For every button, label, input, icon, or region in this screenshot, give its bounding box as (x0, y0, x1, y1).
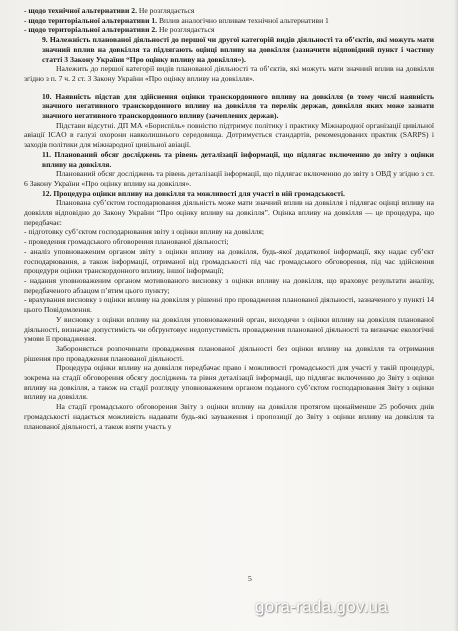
bullet-label: - щодо територіальної альтернативи 2. (24, 25, 158, 35)
section-10-text: Підстави відсутні. ДП МА «Бориспіль» повністю підтримує політику і практику Міжнародної організації цивільної авіації ICAO в галузі охорони навколишнього середовища. Дотримується стандартів, рекомендованих практик (SARPS) і заходів політики для міжнародної цивільної авіації. (24, 120, 434, 150)
section-9-heading: 9. Належність планованої діяльності до першої чи другої категорій видів діяльності та об’єктів, які можуть мати значний вплив на довкілля та підлягають оцінці впливу на довкілля (зазначити відповідний пункт і частину статті 3 Закону України “Про оцінку впливу на довкілля»). (42, 35, 434, 64)
section-12-public-rights: Процедура оцінки впливу на довкілля передбачає право і можливості громадськості для участі у такій процедурі, зокрема на стадії обговорення обсягу досліджень та рівня деталізації інформації, що підлягає включенню до Звіту з оцінки впливу на довкілля, а також на стадії розгляду уповноваженим органом поданого суб’єктом господарювання Звіту з оцінки впливу на довкілля. (24, 363, 434, 402)
section-10-heading: 10. Наявність підстав для здійснення оцінки транскордонного впливу на довкілля (в тому числі наявність значного негативного транскордонного впливу на довкілля та перелік держав, довкілля яких може зазнати значного негативного транскордонного впливу (зачеплених держав). (42, 91, 434, 121)
procedure-item: - аналіз уповноваженим органом звіту з оцінки впливу на довкілля, будь-якої додаткової інформації, яку надає суб’єкт господарювання, а також інформації, отриманої від громадськості під час громадського обговорення, під час здійснення процедури оцінки транскордонного впливу, іншої інформації; (24, 246, 434, 276)
bullet-text: Не розглядається (136, 6, 195, 15)
bullet-territorial-alt-2 (24, 25, 434, 35)
procedure-item: - проведення громадського обговорення планованої діяльності; (24, 237, 229, 247)
page-edge-shadow (454, 0, 458, 631)
section-11-heading: 11. Планований обсяг досліджень та рівень деталізації інформації, що підлягає включенню до звіту з оцінки впливу на довкілля. (42, 149, 434, 169)
procedure-item: - підготовку суб’єктом господарювання звіту з оцінки впливу на довкілля; (24, 227, 265, 237)
procedure-item: - врахування висновку з оцінки впливу на довкілля у рішенні про провадження планованої діяльності, зазначеного у пункті 14 цього Повідомлення. (24, 295, 434, 315)
watermark: gora-rada.gov.ua (255, 597, 389, 616)
bullet-label: - щодо територіальної альтернативи 1. (24, 15, 158, 25)
section-12-public-discussion: На стадії громадського обговорення Звіту з оцінки впливу на довкілля протягом щонайменше 25 робочих днів громадськості надається можливість надавати будь-які зауваження і пропозиції до Звіту з оцінки впливу на довкілля та планованої діяльності, а також взяти участь у (24, 402, 434, 431)
spacer (24, 84, 434, 92)
section-12-conclusion: У висновку з оцінки впливу на довкілля уповноважений орган, виходячи з оцінки впливу на довкілля планованої діяльності, визначає допустимість чи обґрунтовує недопустимість провадження планованої діяльності та визначає екологічні умови її провадження. (24, 314, 434, 344)
section-12-heading: 12. Процедура оцінки впливу на довкілля та можливості для участі в ній громадськості. (42, 188, 345, 198)
bullet-label: - щодо технічної альтернативи 2. (24, 6, 137, 15)
bullet-text: Не розглядається (157, 25, 215, 35)
section-12-prohibition: Забороняється розпочинати провадження планованої діяльності без оцінки впливу на довкілля та отримання рішення про провадження планованої діяльності. (24, 343, 434, 363)
procedure-item: - надання уповноваженим органом мотивованого висновку з оцінки впливу на довкілля, що враховує результати аналізу, передбаченого абзацом п’ятим цього пункту; (24, 275, 434, 295)
section-9-text: Належить до першої категорії видів планованої діяльності та об’єктів, які можуть мати значний вплив на довкілля згідно з п. 7 ч. 2 ст. 3 Закону України «Про оцінку впливу на довкілля». (24, 64, 434, 83)
section-11-text: Планований обсяг досліджень та рівень деталізації інформації, що підлягає включенню до звіту з ОВД у згідно з ст. 6 Закону України «Про оцінку впливу на довкілля». (24, 169, 434, 188)
page-number: 5 (248, 574, 252, 583)
section-12-intro: Планована суб’єктом господарювання діяльність може мати значний вплив на довкілля і підлягає оцінці впливу на довкілля відповідно до Закону України “Про оцінку впливу на довкілля”. Оцінка впливу на довкілля — це процедура, що передбачає: (24, 198, 434, 227)
bullet-text: Вплив аналогічно впливам технічної альтернативи 1 (157, 15, 329, 25)
bullet-technical-alt-2 (24, 6, 434, 16)
bullet-territorial-alt-1 (24, 16, 434, 26)
